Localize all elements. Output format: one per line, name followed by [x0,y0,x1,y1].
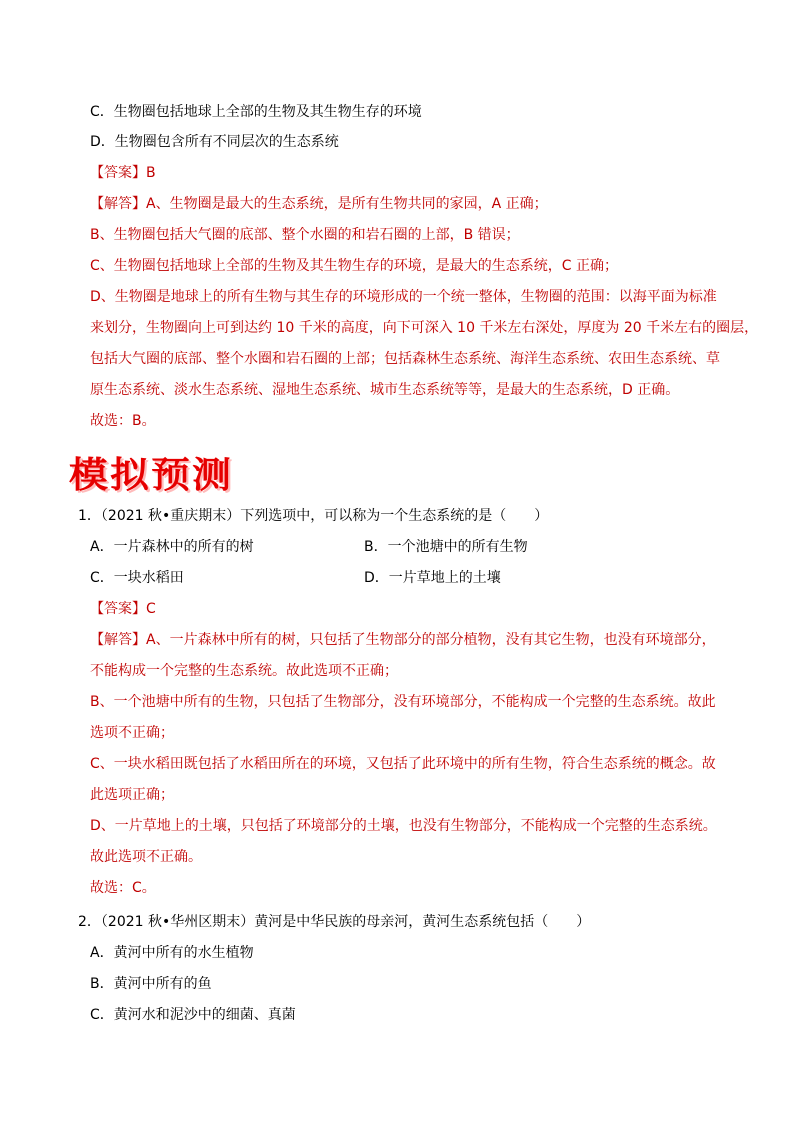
prev-explain-d4: 原生态系统、淡水生态系统、湿地生态系统、城市生态系统等等，是最大的生态系统，D 正确。 [90,382,680,398]
section-banner-text: 模拟预测 [68,455,234,496]
explain-text: A、一片森林中所有的树，只包括了生物部分的部分植物，没有其它生物，也没有环境部分， [146,632,716,648]
q1-choose: 故选：C。 [90,880,156,896]
answer-label: 【答案】 [90,165,146,181]
prev-explain-c: C、生物圈包括地球上全部的生物及其生物生存的环境，是最大的生态系统，C 正确； [90,258,618,274]
prev-explain-d3: 包括大气圈的底部、整个水圈和岩石圈的上部；包括森林生态系统、海洋生态系统、农田生态系统、草 [90,351,720,367]
prev-choose: 故选：B。 [90,413,156,429]
q1-explain-d2: 故此选项不正确。 [90,849,202,865]
answer-value: B [146,165,156,181]
q1-option-d: D．一片草地上的土壤 [364,570,501,586]
prev-explain-b: B、生物圈包括大气圈的底部、整个水圈的和岩石圈的上部，B 错误； [90,227,520,243]
q1-option-a: A．一片森林中的所有的树 [90,539,254,555]
prev-option-c: C．生物圈包括地球上全部的生物及其生物生存的环境 [90,104,422,120]
prev-explain-d2: 来划分，生物圈向上可到达约 10 千米的高度，向下可深入 10 千米左右深处，厚度为 20 千米左右的圈层， [90,320,759,336]
q1-explain-a2: 不能构成一个完整的生态系统。故此选项不正确； [90,663,398,679]
q1-explain-d1: D、一片草地上的土壤，只包括了环境部分的土壤，也没有生物部分，不能构成一个完整的生态系统。 [90,818,717,834]
q1-option-b: B．一个池塘中的所有生物 [364,539,528,555]
q1-explain-c1: C、一块水稻田既包括了水稻田所在的环境，又包括了此环境中的所有生物，符合生态系统的概念。故 [90,756,716,772]
prev-explain-a [90,194,548,214]
q1-explain-a1 [90,630,716,650]
q1-explain-b1: B、一个池塘中所有的生物，只包括了生物部分，没有环境部分，不能构成一个完整的生态系统。故此 [90,694,716,710]
section-banner [68,447,234,496]
answer-value: C [146,601,156,617]
q2-stem: 2．（2021 秋•华州区期末）黄河是中华民族的母亲河，黄河生态系统包括（ ） [78,914,591,930]
explain-label: 【解答】 [90,632,146,648]
q1-answer [90,599,156,619]
q2-option-b: B．黄河中所有的鱼 [90,976,212,992]
answer-label: 【答案】 [90,601,146,617]
prev-answer [90,163,156,183]
q2-option-a: A．黄河中所有的水生植物 [90,945,254,961]
q1-option-c: C．一块水稻田 [90,570,184,586]
explain-label: 【解答】 [90,196,146,212]
explain-text: A、生物圈是最大的生态系统，是所有生物共同的家园，A 正确； [146,196,548,212]
prev-option-d: D．生物圈包含所有不同层次的生态系统 [90,134,339,150]
q2-option-c: C．黄河水和泥沙中的细菌、真菌 [90,1007,296,1023]
prev-explain-d1: D、生物圈是地球上的所有生物与其生存的环境形成的一个统一整体，生物圈的范围：以海平面为标准 [90,289,717,305]
q1-stem: 1．（2021 秋•重庆期末）下列选项中，可以称为一个生态系统的是（ ） [78,508,549,524]
q1-explain-c2: 此选项正确； [90,787,174,803]
q1-explain-b2: 选项不正确； [90,725,174,741]
